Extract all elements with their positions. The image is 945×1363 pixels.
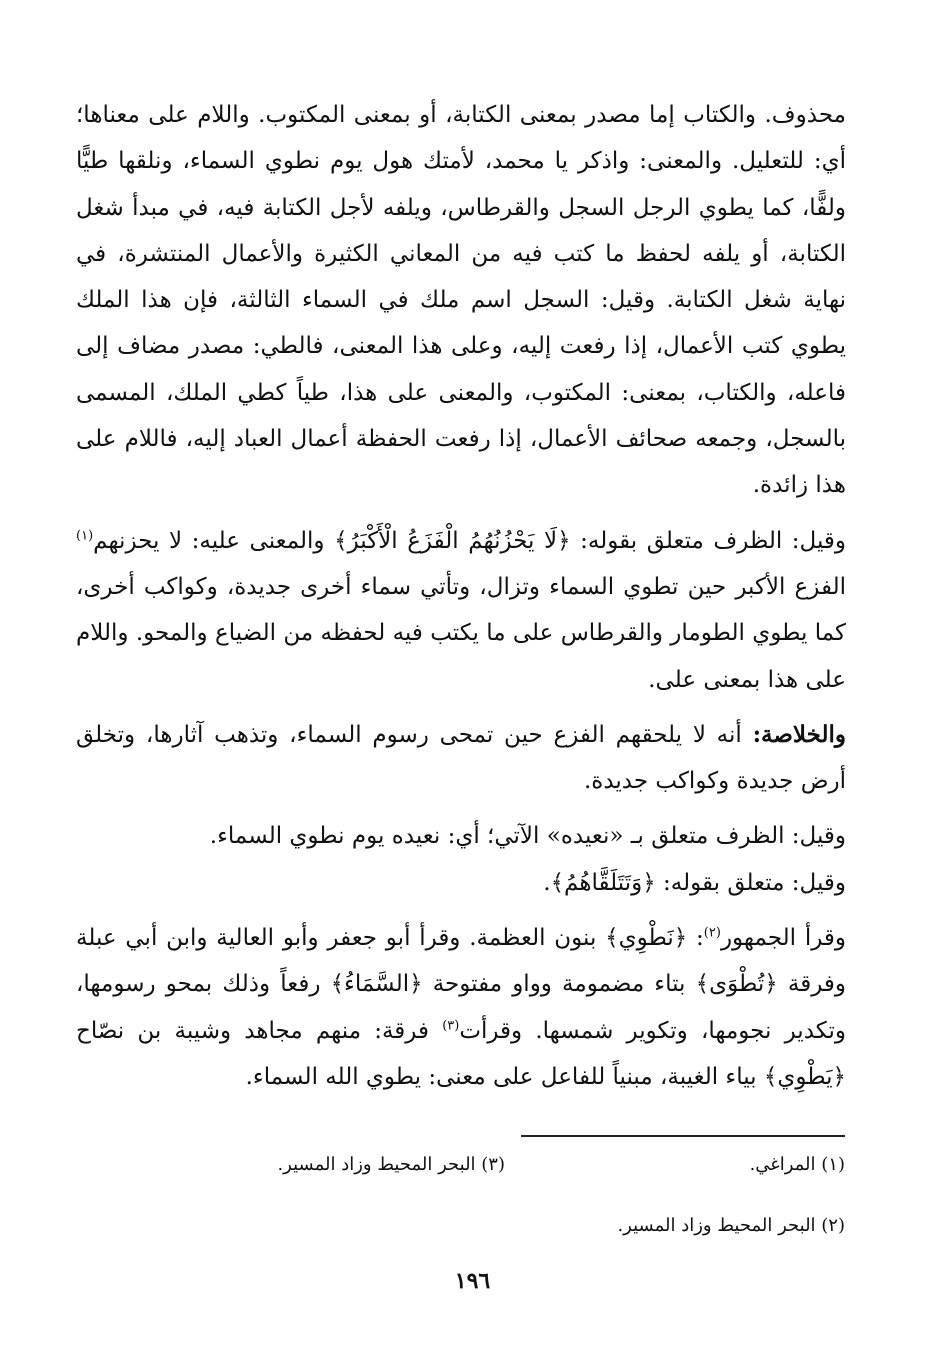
paragraph-5-part-e: رفعاً وذلك بمحو رسومها، وتكدير نجومها، وتكوير شمسها. وقرأت (76, 971, 846, 1044)
footnote-3: (٣) البحر المحيط وزاد المسير. (277, 1154, 505, 1175)
footnotes (160, 1150, 845, 1272)
paragraph-4-line-2a: وقيل: متعلق بقوله: (655, 869, 846, 896)
paragraph-2-part-c: الفزع الأكبر حين تطوي السماء وتزال، وتأتي سماء أخرى جديدة، وكواكب أخرى، كما يطوي الطومار والقرطاس على ما يكتب فيه لحفظه من الضياع والمحو. واللام على هذا بمعنى على. (76, 573, 846, 693)
quran-quote: ﴿يَطْوِي﴾ (763, 1063, 846, 1090)
summary-label: والخلاصة: (752, 720, 846, 748)
paragraph-4-line-2b: . (543, 869, 551, 896)
paragraph-1: محذوف. والكتاب إما مصدر بمعنى الكتابة، أو بمعنى المكتوب. واللام على معناها؛ أي: للتعليل. والمعنى: واذكر يا محمد، لأمتك هول يوم نطوي السماء، ونلقها طيًّا ولفًّا، كما يطوي الرجل السجل والقرطاس، ويلفه لأجل الكتابة فيه، في مبدأ شغل الكتابة، أو يلفه لحفظ ما كتب فيه من المعاني الكثيرة والأعمال المنتشرة، في نهاية شغل الكتابة. وقيل: السجل اسم ملك في السماء الثالثة، فإن هذا الملك يطوي كتب الأعمال، إذا رفعت إليه، وعلى هذا المعنى، فالطي: مصدر مضاف إلى فاعله، والكتاب، بمعنى: المكتوب، والمعنى على هذا، طياً كطي الملك، المسمى بالسجل، وجمعه صحائف الأعمال، إذا رفعت الحفظة أعمال العباد إليه، فاللام على هذا زائدة. (76, 102, 847, 499)
quran-quote: ﴿وَتَتَلَقَّاهُمُ﴾ (550, 869, 656, 896)
main-text (76, 92, 846, 1100)
footnote-divider (521, 1135, 845, 1137)
paragraph-5-part-g: بياء الغيبة، مبنياً للفاعل على معنى: يطوي الله السماء. (245, 1063, 764, 1090)
quran-quote: ﴿لَا يَحْزُنُهُمُ الْفَزَعُ الْأَكْبَرُ﴾ (334, 527, 571, 554)
footnote-row (160, 1211, 845, 1241)
paragraph-5-part-c: بنون العظمة. وقرأ أبو جعفر وأبو العالية وابن أبي عبلة وفرقة (76, 925, 846, 998)
page-number: ١٩٦ (454, 1268, 491, 1294)
paragraph-5-part-b: : (687, 925, 704, 952)
paragraph-4-line-1: وقيل: الظرف متعلق بـ «نعيده» الآتي؛ أي: نعيده يوم نطوي السماء. (209, 823, 846, 850)
paragraph-3-text: أنه لا يلحقهم الفزع حين تمحى رسوم السماء، وتذهب آثارها، وتخلق أرض جديدة وكواكب جديدة. (76, 721, 846, 795)
footnote-row (160, 1150, 845, 1180)
footnote-2: (٢) البحر المحيط وزاد المسير. (617, 1215, 845, 1236)
paragraph-2 (76, 518, 846, 703)
quran-quote: ﴿السَّمَاءُ﴾ (330, 971, 423, 998)
paragraph-4 (76, 813, 846, 906)
paragraph-3 (76, 712, 846, 805)
footnote-1: (١) المراغي. (749, 1154, 845, 1175)
quran-quote: ﴿نَطْوِي﴾ (605, 925, 688, 952)
quran-quote: ﴿تُطْوَى﴾ (695, 971, 778, 998)
paragraph-5-part-a: وقرأ الجمهور (720, 925, 847, 952)
footnote-ref-3: (٣) (442, 1017, 460, 1033)
paragraph-2-part-b: والمعنى عليه: لا يحزنهم (93, 527, 335, 554)
paragraph-5-part-f: فرقة: منهم مجاهد وشيبة بن نصّاح (76, 1017, 443, 1044)
footnote-ref-1: (١) (76, 528, 94, 544)
paragraph-5-part-d: بتاء مضمومة وواو مفتوحة (422, 971, 696, 998)
footnote-ref-2: (٢) (703, 925, 721, 941)
paragraph-5 (76, 915, 846, 1100)
paragraph-2-part-a: وقيل: الظرف متعلق بقوله: (570, 527, 846, 554)
